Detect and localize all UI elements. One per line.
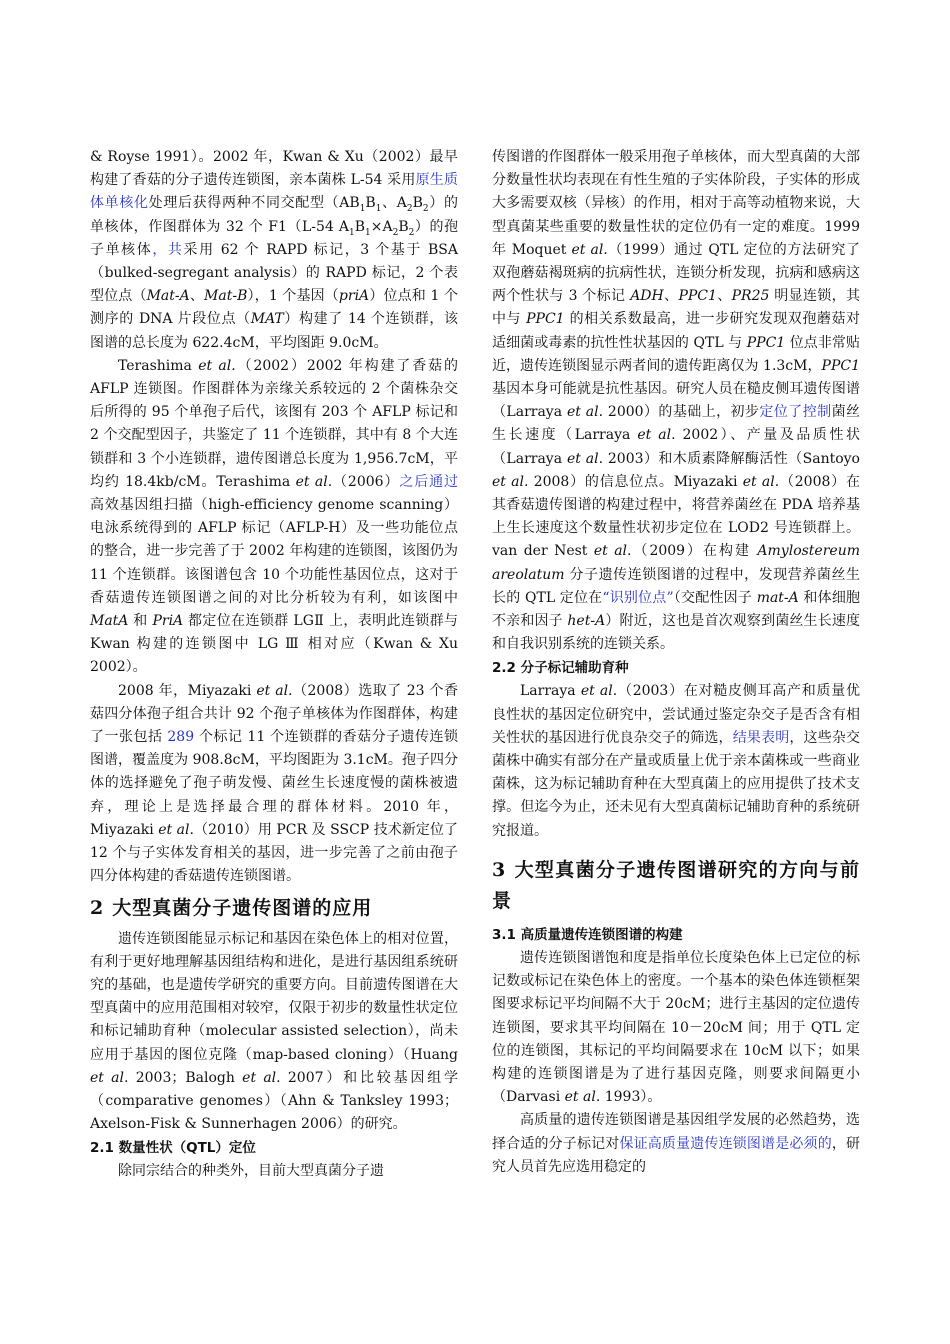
paragraph-miyazaki: 2008 年，Miyazaki et al.（2008）选取了 23 个香菇四分体孢子组合共计 92 个孢子单核体为作图群体，构建了一张包括 289 个标记 11 个连锁群的香菇分子遗传连锁图谱，覆盖度为 908.8cM，平均图距为 3.1cM。孢子四分体的选择避免了孢子萌发慢、菌丝生长速度慢的菌株被遗弃，理论上是选择最合理的群体材料。2010 年，Miyazaki et al.（2010）用 PCR 及 SSCP 技术新定位了 12 个与子实体发育相关的基因，进一步完善了之前由孢子四分体构建的香菇遗传连锁图谱。: [90, 682, 459, 885]
paragraph-high-quality: 高质量的遗传连锁图谱是基因组学发展的必然趋势，选择合适的分子标记对保证高质量遗传连锁图谱是必须的，研究人员首先应选用稳定的: [492, 1112, 861, 1175]
right-column: [492, 146, 860, 1179]
link-shibie[interactable]: “识别位点”: [602, 589, 674, 606]
link-dingwei[interactable]: 定位了控制: [759, 404, 832, 421]
paragraph-breeding: Larraya et al.（2003）在对糙皮侧耳高产和质量优良性状的基因定位研究中，尝试通过鉴定杂交子是否含有相关性状的基因进行优良杂交子的筛选，结果表明，这些杂交菌株中确实有部分在产量或质量上优于亲本菌株或一些商业菌株，这为标记辅助育种在大型真菌上的应用提供了技术支撑。但迄今为止，还未见有大型真菌标记辅助育种的系统研究报道。: [492, 683, 861, 839]
link-289[interactable]: 289: [167, 729, 195, 746]
section-heading-3: 3 大型真菌分子遗传图谱研究的方向与前景: [492, 858, 860, 912]
subsection-heading-3-1: 3.1 高质量遗传连锁图谱的构建: [492, 926, 683, 943]
paragraph-applications: 遗传连锁图能显示标记和基因在染色体上的相对位置，有利于更好地理解基因组结构和进化，是进行基因组系统研究的基础，也是遗传学研究的重要方向。目前遗传图谱在大型真菌中的应用范围相对较窄，仅限于初步的数量性状定位和标记辅助育种（molecular assisted selection），尚未应用于基因的图位克隆（map-based cloning）（Huang et al. 2003；Balogh et al. 2007）和比较基因组学（comparative genomes）（Ahn & Tanksley 1993；Axelson-Fisk & Sunnerhagen 2006）的研究。: [90, 930, 459, 1133]
link-baozheng[interactable]: 保证高质量遗传连锁图谱是必须的: [619, 1135, 832, 1152]
paragraph-kwan-xu: & Royse 1991）。2002 年，Kwan & Xu（2002）最早构建了香菇的分子遗传连锁图，亲本菌株 L-54 采用原生质体单核化处理后获得两种不同交配型（$AB_1B_1$、$A_2B_2$）的单核体，作图群体为 32 个 F1（L-54 $A_1B_1\times A_2B_2$）的孢子单核体，共采用 62 个 RAPD 标记，3 个基于 BSA（bulked-segregant analysis）的 RAPD 标记，2 个表型位点（Mat-A、Mat-B），1 个基因（priA）位点和 1 个测序的 DNA 片段位点（MAT）构建了 14 个连锁群，该图谱的总长度为 622.4cM，平均图距 9.0cM。: [90, 149, 459, 351]
link-zhihou[interactable]: 之后通过: [399, 473, 459, 490]
section-heading-2: 2 大型真菌分子遗传图谱的应用: [90, 896, 373, 919]
link-protoplast[interactable]: 原生质体单核化: [90, 172, 458, 212]
link-gong[interactable]: ，共: [152, 241, 184, 258]
subsection-heading-2-1: 2.1 数量性状（QTL）定位: [90, 1140, 256, 1157]
link-jieguo[interactable]: 结果表明: [732, 729, 790, 746]
paragraph-qtl-cont: 传图谱的作图群体一般采用孢子单核体，而大型真菌的大部分数量性状均表现在有性生殖的子实体阶段，子实体的形成大多需要双核（异核）的作用，相对于高等动植物来说，大型真菌某些重要的数量性状的定位仍有一定的难度。1999 年 Moquet et al.（1999）通过 QTL 定位的方法研究了双孢蘑菇褐斑病的抗病性状，连锁分析发现，抗病和感病这两个性状与 3 个标记 ADH、PPC1、PR25 明显连锁，其中与 PPC1 的相关系数最高，进一步研究发现双孢蘑菇对适细菌或毒素的抗性性状基因的 QTL 与 PPC1 位点非常贴近，遗传连锁图显示两者间的遗传距离仅为 1.3cM，PPC1 基因本身可能就是抗性基因。研究人员在糙皮侧耳遗传图谱（Larraya et al. 2000）的基础上，初步定位了控制菌丝生长速度（Larraya et al. 2002）、产量及品质性状（Larraya et al. 2003）和木质素降解酶活性（Santoyo et al. 2008）的信息位点。Miyazaki et al.（2008）在其香菇遗传图谱的构建过程中，将营养菌丝在 PDA 培养基上生长速度这个数量性状初步定位在 LOD2 号连锁群上。van der Nest et al.（2009）在构建 Amylostereum areolatum 分子遗传连锁图谱的过程中，发现营养菌丝生长的 QTL 定位在“识别位点”（交配性因子 mat-A 和体细胞不亲和因子 het-A）附近，这也是首次观察到菌丝生长速度和自我识别系统的连锁关系。: [492, 149, 861, 653]
paragraph-saturation: 遗传连锁图谱饱和度是指单位长度染色体上已定位的标记数或标记在染色体上的密度。一个基本的染色体连锁框架图要求标记平均间隔不大于 20cM；进行主基因的定位遗传连锁图，要求其平均间隔在 10－20cM 间；用于 QTL 定位的连锁图，其标记的平均间隔要求在 10cM 以下；如果构建的连锁图谱是为了进行基因克隆，则要求间隔更小（Darvasi et al. 1993）。: [492, 949, 860, 1106]
paragraph-qtl-start: 除同宗结合的种类外，目前大型真菌分子遗: [118, 1163, 384, 1180]
left-column: [90, 146, 458, 1184]
subsection-heading-2-2: 2.2 分子标记辅助育种: [492, 660, 629, 677]
paragraph-terashima: Terashima et al.（2002）2002 年构建了香菇的 AFLP 连锁图。作图群体为亲缘关系较远的 2 个菌株杂交后所得的 95 个单孢子后代，该图有 203 个 AFLP 标记和 2 个交配型因子，共鉴定了 11 个连锁群，其中有 8 个大连锁群和 3 个小连锁群，遗传图谱总长度为 1,956.7cM，平均约 18.4kb/cM。Terashima et al.（2006）之后通过高效基因组扫描（high-efficiency genome scanning）电泳系统得到的 AFLP 标记（AFLP-H）及一些功能位点的整合，进一步完善了于 2002 年构建的连锁图，该图仍为 11 个连锁群。该图谱包含 10 个功能性基因位点，这对于香菇遗传连锁图谱之间的对比分析较为有利，如该图中 MatA 和 PriA 都定位在连锁群 LGⅡ 上，表明此连锁群与 Kwan 构建的连锁图中 LG Ⅲ 相对应（Kwan & Xu 2002）。: [90, 357, 459, 676]
